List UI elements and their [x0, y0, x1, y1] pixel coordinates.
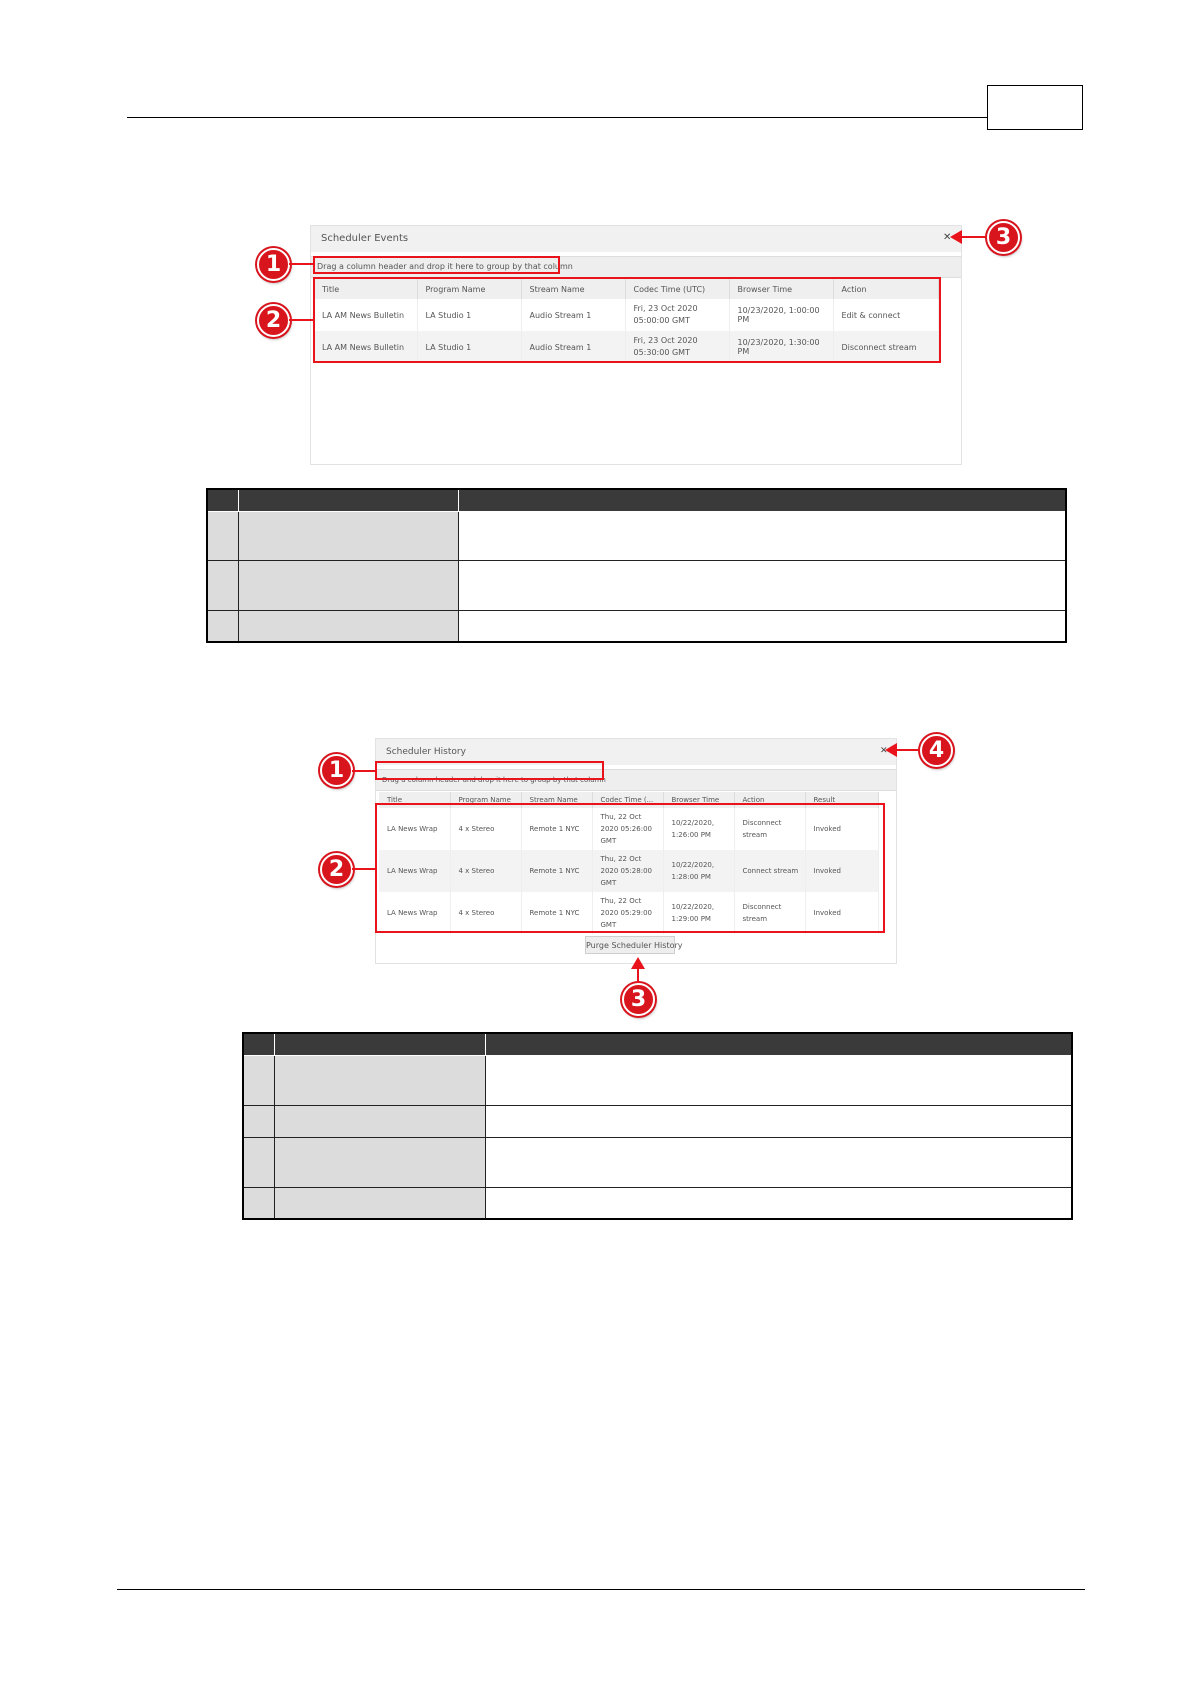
column-header-stream-name[interactable]: Stream Name [521, 279, 625, 299]
group-by-hint: Drag a column header and drop it here to group by that column [382, 776, 606, 784]
cell-stream-name: Remote 1 NYC [521, 892, 592, 934]
callout-3-arrow-head [950, 230, 962, 244]
callout-3: 3 [987, 221, 1020, 254]
callout-1-connector [352, 770, 375, 772]
table-row [243, 1187, 1072, 1219]
legend-item [238, 610, 458, 642]
column-header-browser-time[interactable]: Browser Time [729, 279, 833, 299]
legend-item [274, 1105, 485, 1137]
column-header-title[interactable]: Title [314, 279, 417, 299]
legend-header-item [274, 1033, 485, 1055]
cell-program-name: 4 x Stereo [450, 892, 521, 934]
footer-rule [117, 1589, 1085, 1590]
callout-2: 2 [257, 304, 290, 337]
callout-3-arrow-line [960, 236, 987, 238]
cell-browser-time: 10/23/2020, 1:30:00 PM [729, 331, 833, 363]
highlight-group-panel [375, 761, 604, 780]
cell-title: LA News Wrap [379, 892, 450, 934]
table-row [207, 560, 1066, 610]
cell-codec-time: Fri, 23 Oct 2020 05:30:00 GMT [625, 331, 729, 363]
purge-scheduler-history-button[interactable]: Purge Scheduler History [585, 936, 675, 954]
cell-stream-name: Remote 1 NYC [521, 808, 592, 850]
cell-codec-time: Thu, 22 Oct 2020 05:28:00 GMT [592, 850, 663, 892]
column-header-program-name[interactable]: Program Name [450, 792, 521, 808]
table-row [243, 1137, 1072, 1187]
history-legend-table [242, 1032, 1073, 1220]
cell-title: LA AM News Bulletin [314, 299, 417, 331]
column-header-title[interactable]: Title [379, 792, 450, 808]
legend-description [485, 1137, 1072, 1187]
callout-2-connector [289, 319, 313, 321]
callout-1-connector [289, 263, 313, 265]
callout-1: 1 [320, 754, 353, 787]
table-row [207, 511, 1066, 560]
cell-program-name: LA Studio 1 [417, 331, 521, 363]
legend-header-num [207, 489, 238, 511]
highlight-history-grid [375, 803, 885, 933]
legend-header-description [458, 489, 1066, 511]
cell-action: Connect stream [734, 850, 805, 892]
table-row [207, 610, 1066, 642]
cell-browser-time: 10/22/2020, 1:29:00 PM [663, 892, 734, 934]
callout-4-arrow-head [885, 743, 897, 757]
highlight-events-grid [313, 277, 941, 363]
legend-header-description [485, 1033, 1072, 1055]
callout-4: 4 [920, 734, 953, 767]
cell-codec-time: Fri, 23 Oct 2020 05:00:00 GMT [625, 299, 729, 331]
cell-browser-time: 10/22/2020, 1:28:00 PM [663, 850, 734, 892]
legend-description [485, 1055, 1072, 1105]
cell-codec-time: Thu, 22 Oct 2020 05:26:00 GMT [592, 808, 663, 850]
dialog-title: Scheduler Events [321, 233, 409, 244]
column-header-program-name[interactable]: Program Name [417, 279, 521, 299]
legend-item [238, 560, 458, 610]
legend-item [238, 511, 458, 560]
legend-num [243, 1187, 274, 1219]
column-header-browser-time[interactable]: Browser Time [663, 792, 734, 808]
column-header-codec-time[interactable]: Codec Time (... [592, 792, 663, 808]
legend-num [243, 1137, 274, 1187]
cell-result: Invoked [805, 892, 879, 934]
close-icon[interactable]: ✕ [943, 232, 952, 243]
cell-result: Invoked [805, 850, 879, 892]
column-header-action[interactable]: Action [734, 792, 805, 808]
legend-description [458, 560, 1066, 610]
legend-num [243, 1105, 274, 1137]
legend-item [274, 1137, 485, 1187]
cell-program-name: 4 x Stereo [450, 808, 521, 850]
cell-stream-name: Audio Stream 1 [521, 331, 625, 363]
cell-stream-name: Audio Stream 1 [521, 299, 625, 331]
cell-program-name: LA Studio 1 [417, 299, 521, 331]
legend-description [458, 511, 1066, 560]
legend-description [458, 610, 1066, 642]
cell-action: Disconnect stream [734, 808, 805, 850]
callout-3: 3 [622, 983, 655, 1016]
legend-num [207, 560, 238, 610]
cell-title: LA AM News Bulletin [314, 331, 417, 363]
page-number-box [987, 85, 1083, 130]
cell-action: Disconnect stream [734, 892, 805, 934]
column-header-action[interactable]: Action [833, 279, 939, 299]
callout-2: 2 [320, 853, 353, 886]
group-by-hint: Drag a column header and drop it here to group by that column [317, 262, 573, 271]
cell-title: LA News Wrap [379, 808, 450, 850]
events-legend-table [206, 488, 1067, 643]
legend-header-item [238, 489, 458, 511]
cell-program-name: 4 x Stereo [450, 850, 521, 892]
cell-action[interactable]: Edit & connect [833, 299, 939, 331]
callout-3-arrow-line [637, 968, 639, 983]
cell-result: Invoked [805, 808, 879, 850]
cell-title: LA News Wrap [379, 850, 450, 892]
callout-2-connector [352, 868, 375, 870]
column-header-stream-name[interactable]: Stream Name [521, 792, 592, 808]
header-rule [127, 117, 997, 118]
legend-num [207, 610, 238, 642]
highlight-group-panel [313, 256, 560, 274]
callout-1: 1 [257, 248, 290, 281]
legend-num [243, 1055, 274, 1105]
cell-browser-time: 10/22/2020, 1:26:00 PM [663, 808, 734, 850]
dialog-title: Scheduler History [386, 747, 466, 757]
legend-header-num [243, 1033, 274, 1055]
close-icon[interactable]: ✕ [880, 746, 888, 756]
legend-description [485, 1105, 1072, 1137]
callout-4-arrow-line [895, 749, 920, 751]
cell-browser-time: 10/23/2020, 1:00:00 PM [729, 299, 833, 331]
cell-stream-name: Remote 1 NYC [521, 850, 592, 892]
table-row [243, 1105, 1072, 1137]
legend-description [485, 1187, 1072, 1219]
legend-num [207, 511, 238, 560]
table-row [243, 1055, 1072, 1105]
callout-3-arrow-head [631, 957, 645, 969]
column-header-result[interactable]: Result [805, 792, 879, 808]
legend-item [274, 1187, 485, 1219]
dialog-titlebar [311, 226, 961, 252]
cell-codec-time: Thu, 22 Oct 2020 05:29:00 GMT [592, 892, 663, 934]
legend-item [274, 1055, 485, 1105]
column-header-codec-time[interactable]: Codec Time (UTC) [625, 279, 729, 299]
cell-action[interactable]: Disconnect stream [833, 331, 939, 363]
